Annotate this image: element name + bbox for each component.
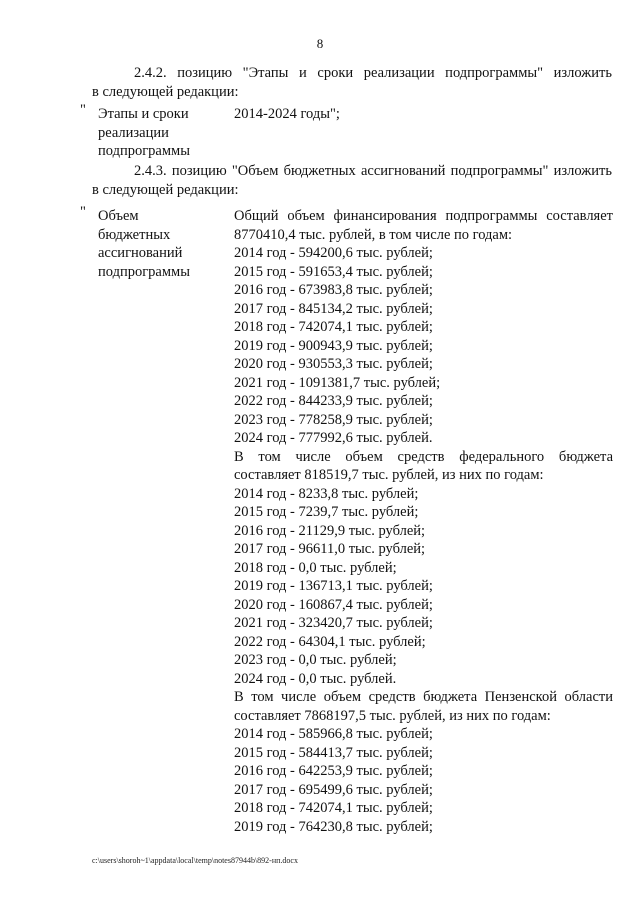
- federal-year-line: 2022 год - 64304,1 тыс. рублей;: [234, 633, 426, 650]
- federal-year-line: 2023 год - 0,0 тыс. рублей;: [234, 652, 397, 668]
- total-year-line: 2015 год - 591653,4 тыс. рублей;: [234, 263, 433, 280]
- total-year-line: 2018 год - 742074,1 тыс. рублей;: [234, 319, 433, 335]
- section-243-intro-line2: в следующей редакции:: [92, 181, 239, 198]
- regional-year-line: 2017 год - 695499,6 тыс. рублей;: [234, 781, 433, 798]
- section-242-label-line: реализации: [98, 124, 169, 141]
- section-242-label-line: подпрограммы: [98, 143, 190, 159]
- section-243-open-quote: ": [80, 204, 86, 220]
- total-year-line: 2016 год - 673983,8 тыс. рублей;: [234, 282, 433, 298]
- regional-year-line: 2018 год - 742074,1 тыс. рублей;: [234, 800, 433, 816]
- regional-line1: В том числе объем средств бюджета Пензенской области: [234, 689, 613, 705]
- section-242-label-line: Этапы и сроки: [98, 106, 189, 122]
- section-242-value: [234, 105, 613, 124]
- section-243-label-line: подпрограммы: [98, 263, 190, 280]
- total-year-line: 2021 год - 1091381,7 тыс. рублей;: [234, 374, 441, 391]
- total-year-line: 2024 год - 777992,6 тыс. рублей.: [234, 430, 433, 446]
- section-243-label-line: бюджетных: [98, 226, 171, 243]
- section-242-intro-line2: в следующей редакции:: [92, 83, 239, 100]
- federal-year-line: 2016 год - 21129,9 тыс. рублей;: [234, 522, 426, 539]
- federal-year-line: 2019 год - 136713,1 тыс. рублей;: [234, 578, 433, 594]
- federal-year-line: 2018 год - 0,0 тыс. рублей;: [234, 559, 397, 576]
- section-243-label-line: ассигнований: [98, 245, 183, 261]
- section-243-intro: [92, 162, 612, 199]
- total-year-line: 2014 год - 594200,6 тыс. рублей;: [234, 245, 433, 261]
- footer-file-path: c:\users\shoroh~1\appdata\local\temp\notes87944b\892-нп.docx: [92, 856, 298, 865]
- federal-year-line: 2020 год - 160867,4 тыс. рублей;: [234, 596, 433, 613]
- federal-year-line: 2021 год - 323420,7 тыс. рублей;: [234, 615, 433, 631]
- federal-year-line: 2014 год - 8233,8 тыс. рублей;: [234, 485, 419, 502]
- total-line1: Общий объем финансирования подпрограммы составляет: [234, 208, 613, 224]
- total-line2: 8770410,4 тыс. рублей, в том числе по годам:: [234, 226, 513, 243]
- federal-year-line: 2017 год - 96611,0 тыс. рублей;: [234, 541, 426, 557]
- regional-line2: составляет 7868197,5 тыс. рублей, из них по годам:: [234, 707, 551, 724]
- section-242-intro: [92, 64, 612, 101]
- federal-line1: В том числе объем средств федерального бюджета: [234, 448, 613, 465]
- section-242-intro-line1: 2.4.2. позицию "Этапы и сроки реализации подпрограммы" изложить: [134, 65, 612, 81]
- total-year-line: 2020 год - 930553,3 тыс. рублей;: [234, 356, 433, 372]
- regional-year-line: 2016 год - 642253,9 тыс. рублей;: [234, 763, 433, 779]
- total-year-line: 2022 год - 844233,9 тыс. рублей;: [234, 393, 433, 409]
- total-year-line: 2017 год - 845134,2 тыс. рублей;: [234, 300, 433, 317]
- section-242-value-text: 2014-2024 годы";: [234, 106, 340, 122]
- federal-year-line: 2024 год - 0,0 тыс. рублей.: [234, 670, 397, 687]
- federal-line2: составляет 818519,7 тыс. рублей, из них по годам:: [234, 467, 544, 483]
- section-243-label-line: Объем: [98, 208, 139, 224]
- section-243-value: [234, 207, 613, 836]
- section-242-open-quote: ": [80, 102, 86, 118]
- regional-year-line: 2015 год - 584413,7 тыс. рублей;: [234, 744, 433, 761]
- regional-year-line: 2019 год - 764230,8 тыс. рублей;: [234, 818, 433, 835]
- page-number: 8: [316, 36, 324, 51]
- section-243-intro-line1: 2.4.3. позицию "Объем бюджетных ассигнований подпрограммы" изложить: [134, 163, 612, 179]
- section-242-label: [98, 105, 228, 161]
- federal-year-line: 2015 год - 7239,7 тыс. рублей;: [234, 504, 419, 520]
- regional-year-line: 2014 год - 585966,8 тыс. рублей;: [234, 726, 433, 742]
- section-243-label: [98, 207, 228, 281]
- total-year-line: 2023 год - 778258,9 тыс. рублей;: [234, 411, 433, 428]
- total-year-line: 2019 год - 900943,9 тыс. рублей;: [234, 337, 433, 354]
